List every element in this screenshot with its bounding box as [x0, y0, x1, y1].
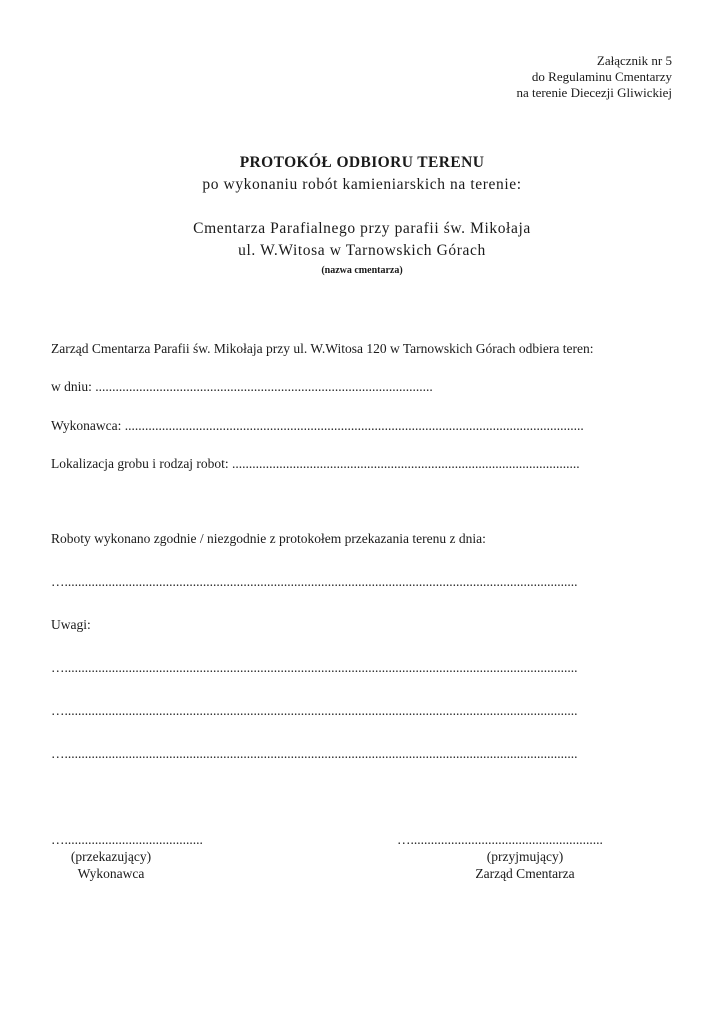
left-signature-line: …......................................... [51, 832, 203, 847]
cemetery-caption: (nazwa cmentarza) [321, 265, 403, 276]
left-signature-role: (przekazujący) [70, 849, 152, 864]
right-signature-line: …......................................................... [397, 832, 603, 847]
contractor-field: Wykonawca: ........................................................................................................................................ [51, 418, 584, 433]
works-date-fill-line: …........................................................................................................................................................ [51, 574, 578, 589]
remarks-fill-line: …........................................................................................................................................................ [51, 703, 578, 718]
remarks-fill-line: …........................................................................................................................................................ [51, 660, 578, 675]
intro-statement: Zarząd Cmentarza Parafii św. Mikołaja przy ul. W.Witosa 120 w Tarnowskich Górach odbiera teren: [51, 341, 594, 356]
works-compliance-statement: Roboty wykonano zgodnie / niezgodnie z protokołem przekazania terenu z dnia: [51, 531, 486, 546]
left-signature-name: Wykonawca [77, 866, 145, 881]
annex-diocese: na terenie Diecezji Gliwickiej [516, 85, 672, 100]
right-signature-name: Zarząd Cmentarza [475, 866, 575, 881]
title-subtitle: po wykonaniu robót kamieniarskich na terenie: [202, 176, 522, 193]
remarks-label: Uwagi: [51, 617, 91, 632]
cemetery-name-line1: Cmentarza Parafialnego przy parafii św. Mikołaja [193, 220, 531, 237]
cemetery-address-line: ul. W.Witosa w Tarnowskich Górach [238, 242, 486, 259]
grave-location-field: Lokalizacja grobu i rodzaj robot: ....................................................................................................... [51, 456, 580, 471]
date-field: w dniu: .................................................................................................... [51, 379, 433, 394]
annex-regulation: do Regulaminu Cmentarzy [531, 69, 672, 84]
title-main: PROTOKÓŁ ODBIORU TERENU [239, 154, 485, 171]
annex-number: Załącznik nr 5 [596, 53, 672, 68]
remarks-fill-line: …........................................................................................................................................................ [51, 746, 578, 761]
right-signature-role: (przyjmujący) [486, 849, 564, 864]
